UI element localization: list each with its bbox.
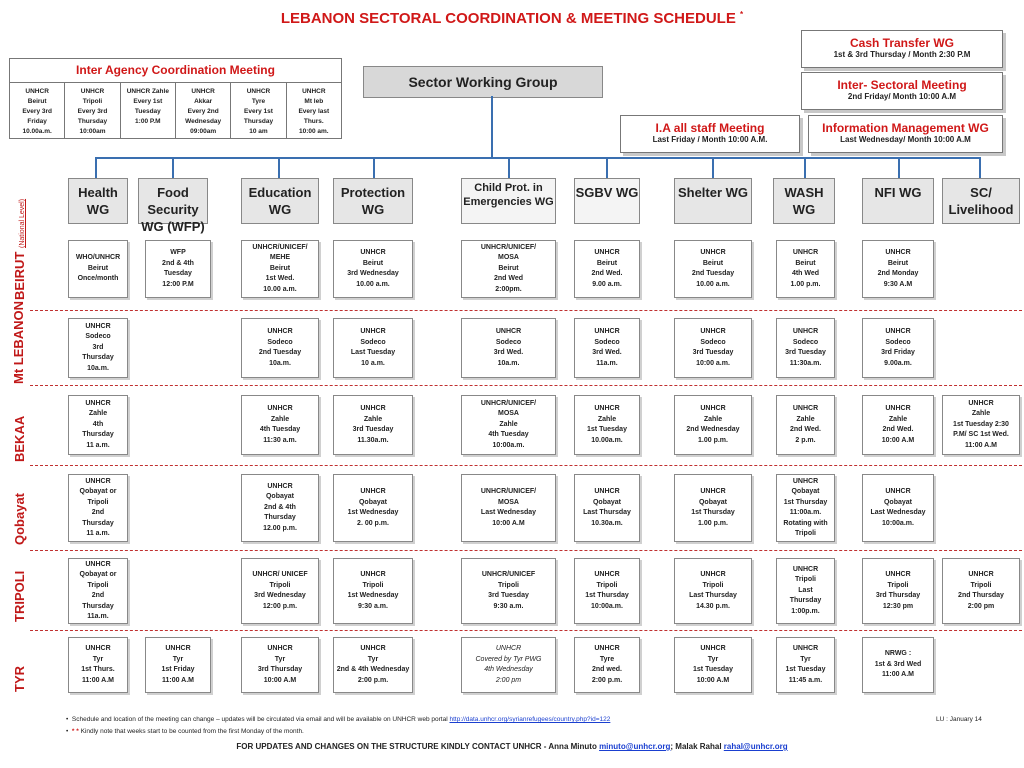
row-divider: [30, 630, 1022, 631]
schedule-cell-mtleb-4: UNHCR Sodeco 3rd Wed. 10a.m.: [461, 318, 556, 378]
schedule-cell-beirut-4: UNHCR/UNICEF/ MOSA Beirut 2nd Wed 2:00pm.: [461, 240, 556, 298]
iacm-header: [9, 58, 342, 83]
schedule-cell-tripoli-2: UNHCR/ UNICEF Tripoli 3rd Wednesday 12:00 p.m.: [241, 558, 319, 624]
iacm-row: [9, 83, 342, 139]
schedule-cell-bekaa-4: UNHCR/UNICEF/ MOSA Zahle 4th Tuesday 10:00a.m.: [461, 395, 556, 455]
contact-line: [0, 742, 1024, 751]
schedule-cell-mtleb-7: UNHCR Sodeco 3rd Tuesday 11:30a.m.: [776, 318, 835, 378]
connector-drop: [606, 157, 608, 178]
schedule-cell-bekaa-5: UNHCR Zahle 1st Tuesday 10.00a.m.: [574, 395, 640, 455]
connector-drop: [95, 157, 97, 178]
region-bekaa: [12, 416, 27, 462]
schedule-cell-tripoli-5: UNHCR Tripoli 1st Thursday 10:00a.m.: [574, 558, 640, 624]
wg-wash: WASH WG: [773, 178, 835, 224]
title-text: LEBANON SECTORAL COORDINATION & MEETING SCHEDULE: [280, 10, 736, 27]
meeting-cash-transfer: [801, 30, 1003, 68]
schedule-cell-tyr-1: UNHCR Tyr 1st Friday 11:00 A.M: [145, 637, 211, 693]
region-qobayat: [12, 493, 27, 545]
schedule-cell-qobayat-0: UNHCR Qobayat or Tripoli 2nd Thursday 11 a.m.: [68, 474, 128, 542]
schedule-cell-qobayat-2: UNHCR Qobayat 2nd & 4th Thursday 12.00 p.m.: [241, 474, 319, 542]
region-beirut: [12, 199, 27, 300]
region-mt-lebanon: [12, 301, 25, 384]
footnote-1-text: Schedule and location of the meeting can change – updates will be circulated via email and will be available on UNHCR web portal: [71, 716, 448, 723]
wg-education: Education WG: [241, 178, 319, 224]
iacm-cell-tripoli: UNHCR Tripoli Every 3rd Thursday 10:00am: [65, 83, 120, 139]
footnote-1: • Schedule and location of the meeting can change – updates will be circulated via email and will be available on UNHCR web portal http://data.unhcr.org/syrianrefugees/country.php?id=122: [66, 716, 611, 723]
connector-horizontal: [95, 157, 980, 159]
iacm-cell-tyre: UNHCR Tyre Every 1st Thursday 10 am: [231, 83, 286, 139]
schedule-cell-beirut-1: WFP 2nd & 4th Tuesday 12:00 P.M: [145, 240, 211, 298]
schedule-cell-beirut-7: UNHCR Beirut 4th Wed 1.00 p.m.: [776, 240, 835, 298]
schedule-cell-bekaa-3: UNHCR Zahle 3rd Tuesday 11.30a.m.: [333, 395, 413, 455]
meeting-information-management: [808, 115, 1003, 153]
meeting-schedule: Last Wednesday/ Month 10:00 A.M: [840, 135, 971, 144]
title-mark: *: [740, 10, 744, 19]
row-divider: [30, 465, 1022, 466]
connector-vertical: [491, 96, 493, 158]
schedule-cell-bekaa-2: UNHCR Zahle 4th Tuesday 11:30 a.m.: [241, 395, 319, 455]
meeting-schedule: 2nd Friday/ Month 10:00 A.M: [847, 92, 957, 101]
schedule-cell-qobayat-6: UNHCR Qobayat 1st Thursday 1.00 p.m.: [674, 474, 752, 542]
connector-drop: [373, 157, 375, 178]
meeting-schedule: 1st & 3rd Thursday / Month 2:30 P.M: [833, 50, 971, 59]
connector-drop: [508, 157, 510, 178]
schedule-cell-mtleb-3: UNHCR Sodeco Last Tuesday 10 a.m.: [333, 318, 413, 378]
meeting-inter-sectoral: [801, 72, 1003, 110]
wg-child-protection: Child Prot. in Emergencies WG: [461, 178, 556, 224]
wg-shelter: Shelter WG: [674, 178, 752, 224]
schedule-cell-tyr-8: NRWG : 1st & 3rd Wed 11:00 A.M: [862, 637, 934, 693]
sector-working-group: Sector Working Group: [363, 66, 603, 98]
connector-drop: [712, 157, 714, 178]
wg-sc-livelihood: SC/ Livelihood: [942, 178, 1020, 224]
connector-drop: [979, 157, 981, 178]
row-divider: [30, 550, 1022, 551]
schedule-cell-tripoli-3: UNHCR Tripoli 1st Wednesday 9:30 a.m.: [333, 558, 413, 624]
footnote-2-mark: * *: [71, 728, 79, 735]
iacm-title: Inter Agency Coordination Meeting: [76, 63, 275, 77]
schedule-cell-tripoli-6: UNHCR Tripoli Last Thursday 14.30 p.m.: [674, 558, 752, 624]
row-divider: [30, 385, 1022, 386]
schedule-cell-tyr-5: UNHCR Tyre 2nd wed. 2:00 p.m.: [574, 637, 640, 693]
schedule-cell-bekaa-8: UNHCR Zahle 2nd Wed. 10:00 A.M: [862, 395, 934, 455]
schedule-cell-tripoli-7: UNHCR Tripoli Last Thursday 1:00p.m.: [776, 558, 835, 624]
row-divider: [30, 310, 1022, 311]
connector-drop: [172, 157, 174, 178]
schedule-cell-beirut-6: UNHCR Beirut 2nd Tuesday 10.00 a.m.: [674, 240, 752, 298]
schedule-cell-tyr-3: UNHCR Tyr 2nd & 4th Wednesday 2:00 p.m.: [333, 637, 413, 693]
wg-nfi: NFI WG: [862, 178, 934, 224]
region-tyr: [12, 666, 27, 692]
footnote-2-text: Kindly note that weeks start to be counted from the first Monday of the month.: [80, 728, 304, 735]
schedule-cell-qobayat-8: UNHCR Qobayat Last Wednesday 10:00a.m.: [862, 474, 934, 542]
iacm-cell-mtleb: UNHCR Mt leb Every last Thurs. 10:00 am.: [287, 83, 342, 139]
data-portal-link[interactable]: http://data.unhcr.org/syrianrefugees/country.php?id=122: [449, 716, 611, 723]
meeting-title: I.A all staff Meeting: [655, 121, 765, 135]
meeting-schedule: Last Friday / Month 10:00 A.M.: [652, 135, 768, 144]
schedule-cell-beirut-8: UNHCR Beirut 2nd Monday 9:30 A.M: [862, 240, 934, 298]
schedule-cell-tyr-6: UNHCR Tyr 1st Tuesday 10:00 A.M: [674, 637, 752, 693]
schedule-cell-bekaa-7: UNHCR Zahle 2nd Wed. 2 p.m.: [776, 395, 835, 455]
schedule-cell-tripoli-4: UNHCR/UNICEF Tripoli 3rd Tuesday 9:30 a.m.: [461, 558, 556, 624]
email-link-rahal[interactable]: rahal@unhcr.org: [723, 742, 788, 751]
schedule-cell-mtleb-6: UNHCR Sodeco 3rd Tuesday 10:00 a.m.: [674, 318, 752, 378]
meeting-title: Information Management WG: [822, 121, 989, 135]
schedule-cell-beirut-5: UNHCR Beirut 2nd Wed. 9.00 a.m.: [574, 240, 640, 298]
iacm-cell-zahle: UNHCR Zahle Every 1st Tuesday 1:00 P.M: [121, 83, 176, 139]
schedule-cell-mtleb-8: UNHCR Sodeco 3rd Friday 9.00a.m.: [862, 318, 934, 378]
schedule-cell-qobayat-3: UNHCR Qobayat 1st Wednesday 2. 00 p.m.: [333, 474, 413, 542]
region-name: TYR: [12, 666, 27, 692]
schedule-cell-tyr-4: UNHCR Covered by Tyr PWG 4th Wednesday 2:00 pm: [461, 637, 556, 693]
region-name: Qobayat: [12, 492, 27, 545]
schedule-cell-tyr-2: UNHCR Tyr 3rd Thursday 10:00 A.M: [241, 637, 319, 693]
connector-drop: [278, 157, 280, 178]
schedule-cell-bekaa-9: UNHCR Zahle 1st Tuesday 2:30 P.M/ SC 1st Wed. 11:00 A.M: [942, 395, 1020, 455]
schedule-cell-qobayat-4: UNHCR/UNICEF/ MOSA Last Wednesday 10:00 A.M: [461, 474, 556, 542]
region-name: Mt LEBANON: [11, 300, 26, 384]
last-updated: LU : January 14: [936, 716, 982, 723]
contact-mid: ; Malak Rahal: [670, 742, 722, 751]
schedule-cell-tripoli-0: UNHCR Qobayat or Tripoli 2nd Thursday 11a.m.: [68, 558, 128, 624]
schedule-cell-tyr-0: UNHCR Tyr 1st Thurs. 11:00 A.M: [68, 637, 128, 693]
footnote-2: • * * Kindly note that weeks start to be counted from the first Monday of the month.: [66, 728, 304, 735]
schedule-cell-beirut-0: WHO/UNHCR Beirut Once/month: [68, 240, 128, 298]
schedule-cell-beirut-2: UNHCR/UNICEF/ MEHE Beirut 1st Wed. 10.00 a.m.: [241, 240, 319, 298]
meeting-ia-all-staff: [620, 115, 800, 153]
wg-food-security: Food Security WG (WFP): [138, 178, 208, 224]
schedule-cell-bekaa-0: UNHCR Zahle 4th Thursday 11 a.m.: [68, 395, 128, 455]
iacm-cell-beirut: UNHCR Beirut Every 3rd Friday 10.00a.m.: [9, 83, 65, 139]
wg-protection: Protection WG: [333, 178, 413, 224]
contact-prefix: FOR UPDATES AND CHANGES ON THE STRUCTURE KINDLY CONTACT UNHCR - Anna Minuto: [236, 742, 597, 751]
email-link-minuto[interactable]: minuto@unhcr.org: [599, 742, 671, 751]
meeting-title: Cash Transfer WG: [849, 36, 955, 50]
iacm-cell-akkar: UNHCR Akkar Every 2nd Wednesday 09:00am: [176, 83, 231, 139]
region-name: BEKAA: [12, 415, 27, 462]
schedule-cell-mtleb-2: UNHCR Sodeco 2nd Tuesday 10a.m.: [241, 318, 319, 378]
schedule-cell-qobayat-7: UNHCR Qobayat 1st Thursday 11:00a.m. Rotating with Tripoli: [776, 474, 835, 542]
schedule-cell-mtleb-5: UNHCR Sodeco 3rd Wed. 11a.m.: [574, 318, 640, 378]
wg-health: Health WG: [68, 178, 128, 224]
schedule-cell-tripoli-8: UNHCR Tripoli 3rd Thursday 12:30 pm: [862, 558, 934, 624]
region-name: TRIPOLI: [12, 570, 27, 622]
page-title: [0, 10, 1024, 27]
region-note: (National Level): [19, 198, 26, 248]
schedule-cell-bekaa-6: UNHCR Zahle 2nd Wednesday 1.00 p.m.: [674, 395, 752, 455]
connector-drop: [898, 157, 900, 178]
schedule-cell-tripoli-9: UNHCR Tripoli 2nd Thursday 2:00 pm: [942, 558, 1020, 624]
schedule-cell-beirut-3: UNHCR Beirut 3rd Wednesday 10.00 a.m.: [333, 240, 413, 298]
connector-drop: [804, 157, 806, 178]
wg-sgbv: SGBV WG: [574, 178, 640, 224]
region-tripoli: [12, 571, 27, 622]
schedule-cell-qobayat-5: UNHCR Qobayat Last Thursday 10.30a.m.: [574, 474, 640, 542]
region-name: BEIRUT: [12, 251, 27, 300]
meeting-title: Inter- Sectoral Meeting: [837, 78, 967, 92]
schedule-cell-tyr-7: UNHCR Tyr 1st Tuesday 11:45 a.m.: [776, 637, 835, 693]
schedule-cell-mtleb-0: UNHCR Sodeco 3rd Thursday 10a.m.: [68, 318, 128, 378]
